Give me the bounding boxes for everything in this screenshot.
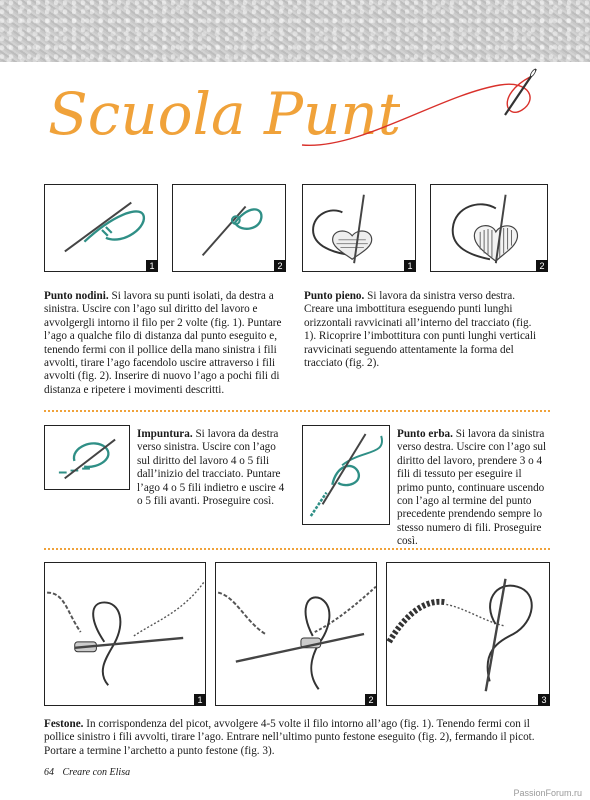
- text-punto-pieno: [304, 290, 546, 370]
- magazine-name: Creare con Elisa: [62, 767, 131, 778]
- figure-number: 1: [404, 260, 416, 272]
- figure-pieno-1: [302, 184, 416, 272]
- text-punto-nodini: [44, 290, 286, 397]
- page-number: 64: [44, 767, 54, 778]
- felt-texture-banner: [0, 0, 590, 62]
- body-festone: In corrispondenza del picot, avvolgere 4-5 volte il filo intorno all’ago (fig. 1). Tenendo fermi con il pollice sinistro i fili avvolti, tirare l’ago. Entrare nell’ultimo punto festone eseguito (fig. 2), fermando il picot. Portare a termine l’archetto a punto festone (fig. 3).: [44, 718, 535, 757]
- text-impuntura: [137, 428, 287, 508]
- figure-punto-erba: [302, 425, 390, 525]
- dotted-divider: [44, 548, 550, 550]
- figure-festone-2: [215, 562, 377, 706]
- text-festone: [44, 718, 550, 758]
- page-title-text: Scuola Punti: [48, 80, 400, 148]
- heading-punto-nodini: Punto nodini.: [44, 290, 109, 302]
- page-footer: [44, 767, 136, 778]
- watermark: PassionForum.ru: [513, 788, 582, 798]
- figure-number: 2: [365, 694, 377, 706]
- figure-impuntura: [44, 425, 130, 490]
- heading-festone: Festone.: [44, 718, 84, 730]
- heading-impuntura: Impuntura.: [137, 428, 193, 440]
- figure-number: 1: [146, 260, 158, 272]
- figure-nodini-1: [44, 184, 158, 272]
- heading-punto-erba: Punto erba.: [397, 428, 453, 440]
- figure-festone-1: [44, 562, 206, 706]
- dotted-divider: [44, 410, 550, 412]
- body-punto-pieno: Si lavora da sinistra verso destra. Creare una imbottitura eseguendo punti lunghi orizzontali ravvicinati all’interno del tracciato (fig. 1). Ricoprire l’imbottitura con punti lunghi verticali ravvicinati seguendo attentamente la forma del tracciato (fig. 2).: [304, 290, 537, 370]
- figure-nodini-2: [172, 184, 286, 272]
- figure-number: 1: [194, 694, 206, 706]
- body-punto-nodini: Si lavora su punti isolati, da destra a sinistra. Uscire con l’ago sul diritto del lavoro e avvolgergli intorno il filo per 2 volte (fig. 1). Puntare l’ago a qualche filo di distanza dal punto eseguito e, tenendo fermi con il pollice della mano sinistra i fili avvolti, tirare l’ago facendolo uscire attraverso i fili avvolti (fig. 2). Inserire di nuovo l’ago a pochi fili di distanza e ripetere i movimenti descritti.: [44, 290, 282, 396]
- body-impuntura: Si lavora da destra verso sinistra. Uscire con l’ago sul diritto del lavoro 4 o 5 fili dall’inizio del tracciato. Puntare l’ago 4 o 5 fili indietro e uscire 4 o 5 fili avanti. Proseguire così.: [137, 428, 285, 508]
- figure-number: 2: [536, 260, 548, 272]
- figure-number: 2: [274, 260, 286, 272]
- needle-thread-decoration: [300, 55, 560, 165]
- figure-number: 3: [538, 694, 550, 706]
- text-punto-erba: [397, 428, 549, 549]
- heading-punto-pieno: Punto pieno.: [304, 290, 365, 302]
- body-punto-erba: Si lavora da sinistra verso destra. Uscire con l’ago sul diritto del lavoro, prendere 3 o 4 fili di tessuto per eseguire il primo punto, continuare uscendo con l’ago al termine del punto precedente prendendo sempre lo stesso numero di fili. Proseguire così.: [397, 428, 547, 548]
- figure-pieno-2: [430, 184, 548, 272]
- figure-festone-3: [386, 562, 550, 706]
